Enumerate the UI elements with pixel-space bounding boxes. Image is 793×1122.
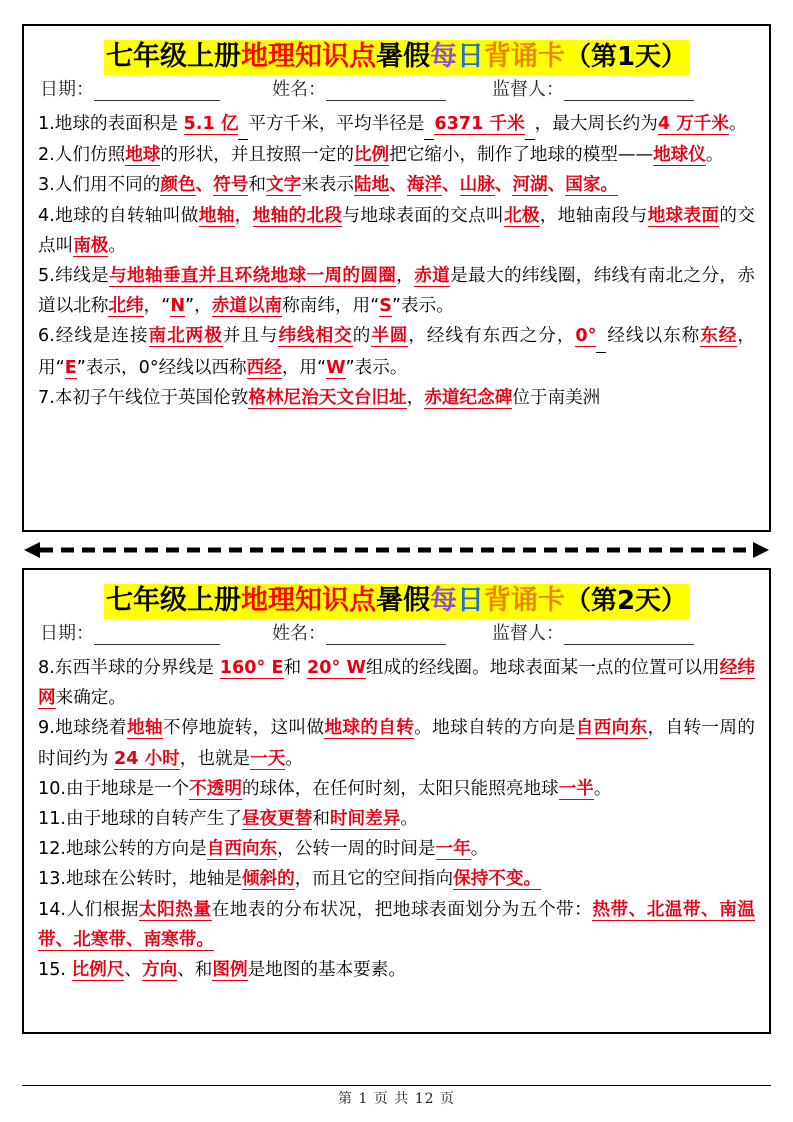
body-text: 本初子午线位于英国伦敦 [54,387,249,408]
knowledge-point [38,834,755,864]
body-text: 。 [729,113,747,134]
body-text: 纬线是 [54,265,110,286]
title-segment-grade: 七年级上册 [105,585,241,616]
body-text: 来表示 [301,175,354,196]
answer-key-text: 东经 [700,326,738,347]
body-text: ， [396,265,415,286]
supervisor-input-blank[interactable] [564,627,694,645]
body-text: 的 [352,326,372,347]
knowledge-point-number: 13. [38,869,66,890]
body-text: 。 [108,235,127,256]
answer-key-text: 一半 [558,778,594,799]
body-text: 与地球表面的交点叫 [342,205,504,226]
body-text: 由于地球是一个 [65,778,190,799]
name-label: 姓名： [272,622,326,644]
knowledge-point-number: 14. [38,899,66,920]
title-segment-day: （第2天） [564,586,688,616]
answer-key-text: 比例尺 [71,959,125,980]
body-text: 地球的自转轴叫做 [54,205,199,226]
body-text: 。 [593,778,612,799]
body-text: ，自转一周的时间约为 [38,718,755,769]
knowledge-point-number: 6. [38,326,55,347]
double-headed-dashed-arrow-icon [24,540,769,560]
card-title [104,40,689,75]
answer-blank-underline [525,109,535,140]
body-text: ”， [185,296,212,317]
title-segment-recite: 背诵卡 [483,585,565,616]
answer-key-text: 地球表面 [647,205,720,226]
supervisor-input-blank[interactable] [564,83,694,101]
supervisor-field[interactable] [492,622,694,645]
knowledge-point-number: 15. [38,959,72,980]
body-text: 把它缩小，制作了地球的模型—— [389,145,654,166]
answer-key-text: 符号 [213,175,249,196]
title-segment-ri: 日 [456,41,484,72]
answer-key-text: 赤道纪念碑 [424,387,513,408]
body-text: 。 [470,839,489,860]
answer-key-text: 颜色 [160,175,196,196]
title-segment-summer: 暑假 [375,41,430,72]
info-row [40,78,753,101]
title-segment-mei: 每 [429,41,457,72]
body-text: ，地轴南段与 [539,205,648,226]
knowledge-point-number: 10. [38,778,66,799]
supervisor-field[interactable] [492,78,694,101]
body-text: 不停地旋转，这叫做 [162,718,325,739]
body-text: ，公转一周的时间是 [277,839,436,860]
card-title [104,584,689,619]
answer-key-separator: 、 [195,175,214,196]
body-text: 是地图的基本要素。 [247,959,406,980]
knowledge-point-number: 5. [38,265,55,286]
supervisor-label: 监督人： [492,622,564,644]
body-text: 的形状，并且按照一定的 [160,145,354,166]
body-text: 平方千米，平均半径是 [248,113,425,134]
answer-key-text: 半圆 [371,326,409,347]
knowledge-point-number: 11. [38,808,66,829]
date-field[interactable] [40,622,220,645]
title-segment-recite: 背诵卡 [483,41,565,72]
recitation-card-day2 [22,568,771,1034]
body-text: 。地球自转的方向是 [414,718,576,739]
body-text: 。 [285,748,303,769]
body-text: ，用“ [281,357,327,378]
answer-key-text: 地球仪 [653,145,706,166]
knowledge-point [38,201,755,261]
body-text: 称南纬，用“ [282,296,380,317]
answer-key-text: 时间差异 [329,808,401,829]
date-input-blank[interactable] [94,83,220,101]
body-text: ”表示。 [345,357,408,378]
answer-key-text: 6371 千米 [434,113,525,134]
body-text: 。 [705,145,724,166]
body-text: ，最大周长约为 [534,113,658,134]
answer-key-text: 文字 [266,175,302,196]
knowledge-point [38,383,755,413]
answer-key-text: 比例 [353,145,390,166]
answer-key-text: 24 小时 [113,748,180,769]
answer-key-text: 一天 [250,748,286,769]
body-text: 人们根据 [65,899,140,920]
body-text: 和 [312,808,330,829]
card-title-row [38,40,755,75]
answer-key-separator: 、 [389,175,407,196]
body-text: 经线是连接 [54,326,149,347]
knowledge-point-number: 2. [38,145,55,166]
knowledge-point [38,774,755,804]
date-field[interactable] [40,78,220,101]
knowledge-point [38,261,755,321]
answer-key-separator: 、 [494,175,513,196]
body-text: 由于地球的自转产生了 [65,808,242,829]
knowledge-point [38,140,755,170]
answer-key-text: 南北两极 [148,326,223,347]
answer-blank-underline [238,109,248,140]
answer-key-text: 赤道以南 [211,296,283,317]
answer-key-text: 昼夜更替 [241,808,313,829]
supervisor-label: 监督人： [492,78,564,100]
info-row [40,622,753,645]
body-text: 地球在公转时，地轴是 [65,869,242,890]
title-segment-subject: 地理知识点 [240,585,376,616]
answer-key-text: 20° W [306,657,366,678]
answer-key-text: 山脉 [459,175,495,196]
body-text: 在地表的分布状况，把地球表面划分为五个带： [211,899,593,920]
body-text: 、和 [177,959,213,980]
body-text: 组成的经线圈。地球表面某一点的位置可以用 [365,657,720,678]
body-text: 是最大的纬线圈，纬线有南北之分，赤道以北称 [38,265,755,317]
body-text: 。 [400,808,418,829]
body-text: ”表示。 [391,296,454,317]
answer-key-text: 经纬网 [38,657,755,709]
answer-blank-underline [424,109,434,140]
answer-key-separator: 、 [442,175,460,196]
cut-line-separator [22,532,771,568]
answer-key-text: 南极 [73,235,109,256]
date-input-blank[interactable] [94,627,220,645]
recitation-card-day1 [22,24,771,532]
body-text: 人们用不同的 [54,175,161,196]
body-text: 、 [124,959,142,980]
answer-key-text: 一年 [435,839,471,860]
answer-key-text: 陆地 [354,175,390,196]
knowledge-point [38,109,755,140]
body-text: ， [234,205,253,226]
date-label: 日期： [40,78,94,100]
answer-key-text: 河湖 [512,175,548,196]
answer-key-text: 与地轴垂直并且环绕地球一周的圆圈 [109,265,397,286]
title-segment-ri: 日 [456,585,484,616]
body-text: 东西半球的分界线是 [54,657,220,678]
body-text: ，“ [143,296,171,317]
knowledge-point [38,321,755,382]
answer-key-text: 赤道 [414,265,451,286]
body-text: 来确定。 [55,688,126,709]
answer-key-text: 倾斜的 [241,869,295,890]
answer-key-text: N [170,296,186,317]
answer-key-text: 地轴 [126,718,163,739]
answer-key-text: 海洋 [406,175,443,196]
answer-key-text: 北极 [503,205,540,226]
name-field[interactable] [272,622,446,645]
knowledge-point [38,170,755,200]
footer-divider [22,1085,771,1086]
answer-key-text: 地球的自转 [324,718,415,739]
body-text: ”表示，0°经线以西称 [76,357,247,378]
body-text: 的交点叫 [38,205,755,256]
answer-key-text: 方向 [141,959,178,980]
answer-key-text: 不透明 [189,778,242,799]
page-footer [22,1085,771,1108]
name-input-blank[interactable] [326,83,446,101]
knowledge-point-number: 12. [38,839,66,860]
answer-key-text: 西经 [246,357,282,378]
answer-key-text: 保持不变。 [453,869,542,890]
card2-content [38,653,755,985]
body-text: 人们仿照 [54,145,126,166]
body-text: 经线以东称 [606,326,701,347]
knowledge-point-number: 8. [38,657,55,678]
answer-key-text: 160° E [219,657,284,678]
answer-key-text: W [326,357,346,378]
title-segment-day: （第1天） [564,42,688,72]
body-text: ，经线有东西之分， [408,326,576,347]
answer-key-text: 自西向东 [206,839,278,860]
body-text: 地球的表面积是 [54,113,184,134]
answer-key-text: 国家。 [565,175,619,196]
knowledge-point-number: 9. [38,718,55,739]
knowledge-point [38,804,755,834]
knowledge-point [38,713,755,773]
knowledge-point [38,653,755,713]
card-title-row [38,584,755,619]
answer-key-text: 纬线相交 [278,326,353,347]
answer-blank-underline [596,321,606,352]
body-text: 并且与 [222,326,279,347]
answer-key-text: 北纬 [108,296,144,317]
knowledge-point-number: 1. [38,113,55,134]
name-input-blank[interactable] [326,627,446,645]
title-segment-mei: 每 [429,585,457,616]
knowledge-point-number: 3. [38,175,55,196]
title-segment-subject: 地理知识点 [240,41,376,72]
body-text: 位于南美洲 [512,387,601,408]
body-text: 和 [248,175,266,196]
body-text: 的球体，在任何时刻，太阳只能照亮地球 [241,778,559,799]
title-segment-grade: 七年级上册 [105,41,241,72]
answer-key-separator: 、 [547,175,566,196]
answer-key-text: 地球 [125,145,161,166]
body-text: ，也就是 [179,748,251,769]
body-text: 地球绕着 [54,718,127,739]
date-label: 日期： [40,622,94,644]
name-field[interactable] [272,78,446,101]
knowledge-point [38,895,755,955]
body-text: 地球公转的方向是 [65,839,207,860]
answer-key-text: 自西向东 [575,718,648,739]
knowledge-point-number: 7. [38,387,55,408]
answer-key-text: 0° [575,326,597,347]
name-label: 姓名： [272,78,326,100]
answer-key-text: 太阳热量 [139,899,212,920]
answer-key-text: 热带、北温带、南温带、北寒带、南寒带。 [38,899,755,950]
knowledge-point [38,955,755,985]
knowledge-point-number: 4. [38,205,55,226]
answer-key-text: E [64,357,77,378]
answer-key-text: 4 万千米 [657,113,729,134]
body-text: 和 [283,657,307,678]
body-text: ， [406,387,425,408]
answer-key-text: 格林尼治天文台旧址 [248,387,407,408]
card1-content [38,109,755,413]
answer-key-text: 地轴的北段 [252,205,343,226]
answer-key-text: 5.1 亿 [183,113,239,134]
body-text: ，而且它的空间指向 [294,869,454,890]
title-segment-summer: 暑假 [375,585,430,616]
answer-key-text: 地轴 [198,205,235,226]
body-text: ，用“ [38,326,755,378]
page-number: 第 1 页 共 12 页 [338,1091,455,1107]
answer-key-text: S [379,296,392,317]
knowledge-point [38,864,755,894]
answer-key-text: 图例 [212,959,248,980]
